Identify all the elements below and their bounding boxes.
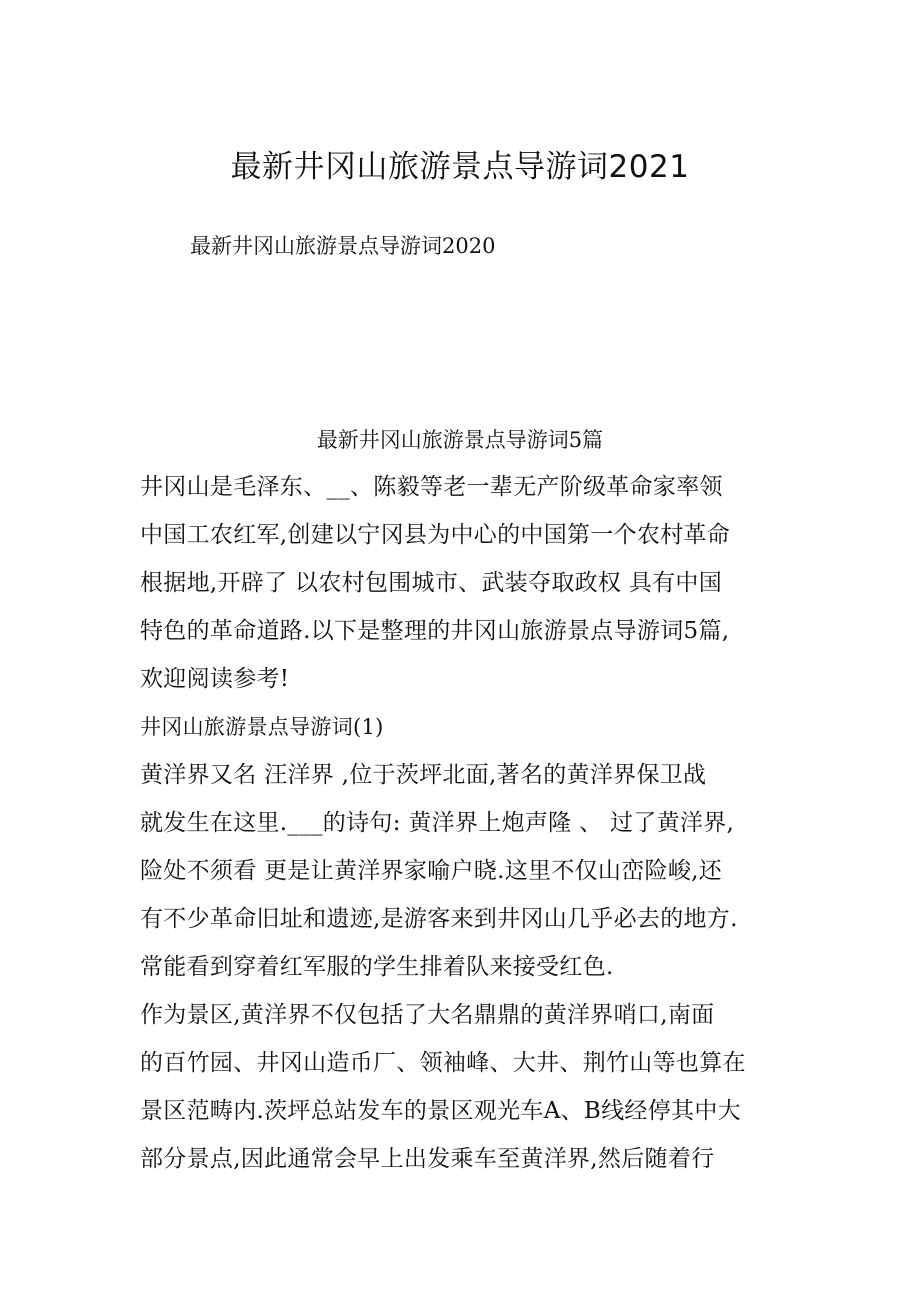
body-line: 的百竹园、井冈山造币厂、领袖峰、大井、荆竹山等也算在 [140, 1050, 746, 1076]
document-subtitle: 最新井冈山旅游景点导游词2020 [190, 234, 496, 258]
body-line: 井冈山是毛泽东、__、陈毅等老一辈无产阶级革命家率领 [140, 474, 723, 500]
body-line: 景区范畴内.茨坪总站发车的景区观光车A、B线经停其中大 [140, 1098, 741, 1124]
body-line: 中国工农红军,创建以宁冈县为中心的中国第一个农村革命 [140, 522, 731, 548]
body-line: 险处不须看 更是让黄洋界家喻户晓.这里不仅山峦险峻,还 [140, 858, 723, 884]
body-line: 欢迎阅读参考! [140, 666, 290, 692]
body-line: 就发生在这里.___的诗句: 黄洋界上炮声隆 、 过了黄洋界, [140, 810, 735, 836]
section-heading: 最新井冈山旅游景点导游词5篇 [316, 428, 604, 452]
body-line: 部分景点,因此通常会早上出发乘车至黄洋界,然后随着行 [140, 1146, 715, 1172]
document-title: 最新井冈山旅游景点导游词2021 [230, 149, 690, 185]
body-line: 作为景区,黄洋界不仅包括了大名鼎鼎的黄洋界哨口,南面 [140, 1002, 715, 1028]
body-line: 常能看到穿着红军服的学生排着队来接受红色. [140, 954, 614, 980]
body-line: 有不少革命旧址和遗迹,是游客来到井冈山几乎必去的地方. [140, 906, 738, 932]
body-line: 黄洋界又名 汪洋界 ,位于茨坪北面,著名的黄洋界保卫战 [140, 762, 707, 788]
body-line: 根据地,开辟了 以农村包围城市、武装夺取政权 具有中国 [140, 570, 723, 596]
body-line: 特色的革命道路.以下是整理的井冈山旅游景点导游词5篇, [140, 618, 730, 644]
article-heading: 井冈山旅游景点导游词(1) [140, 715, 384, 739]
